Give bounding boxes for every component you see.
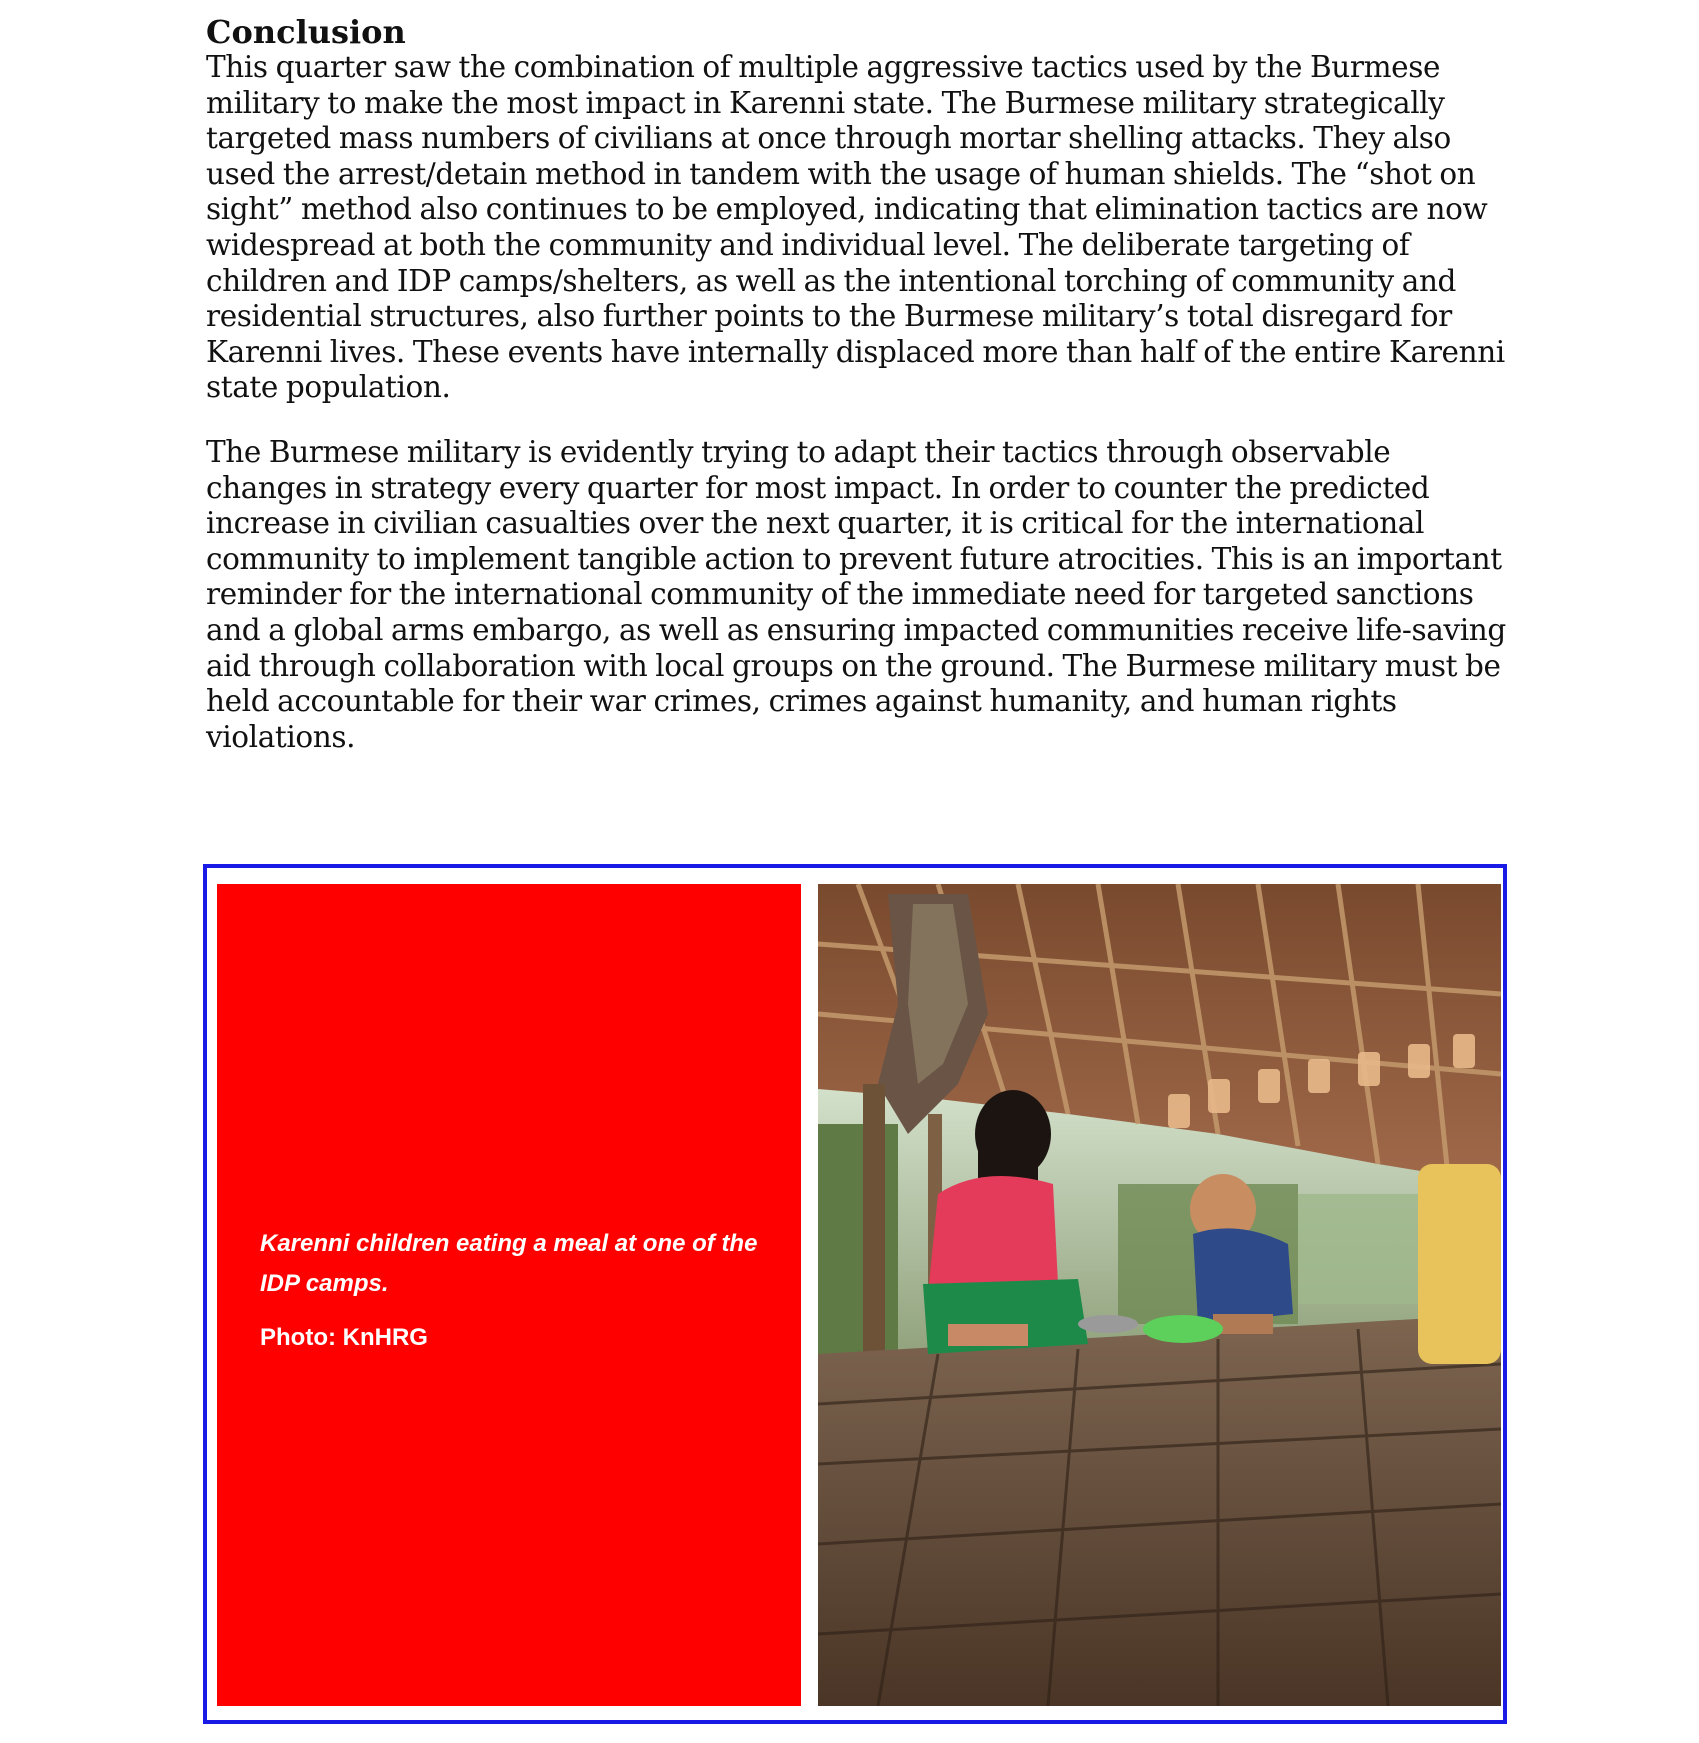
children-eating-photo xyxy=(818,884,1501,1706)
conclusion-section xyxy=(206,14,1506,755)
metal-plate xyxy=(1078,1315,1138,1333)
green-bowl xyxy=(1143,1315,1223,1343)
photo-caption: Karenni children eating a meal at one of the IDP camps. xyxy=(260,1230,758,1297)
photo-illustration xyxy=(818,884,1501,1706)
trees-right xyxy=(1298,1194,1418,1304)
caption-panel xyxy=(217,884,801,1706)
section-heading: Conclusion xyxy=(206,13,406,51)
trees-left xyxy=(818,1124,898,1384)
caption-text xyxy=(260,1224,780,1358)
yellow-container xyxy=(1418,1164,1501,1364)
paragraph-1: This quarter saw the combination of multiple aggressive tactics used by the Burmese military to make the most impact in Karenni state. The Burmese military strategically targeted mass numbers of civilians at once through mortar shelling attacks. They also used the arrest/detain method in tandem with the usage of human shields. The “shot on sight” method also continues to be employed, indicating that elimination tactics are now widespread at both the community and individual level. The deliberate targeting of children and IDP camps/shelters, as well as the intentional torching of community and residential structures, also further points to the Burmese military’s total disregard for Karenni lives. These events have internally displaced more than half of the entire Karenni state population. xyxy=(206,50,1505,405)
figure-frame xyxy=(203,864,1507,1724)
paragraph-2: The Burmese military is evidently trying to adapt their tactics through observable changes in strategy every quarter for most impact. In order to counter the predicted increase in civilian casualties over the next quarter, it is critical for the international community to implement tangible action to prevent future atrocities. This is an important reminder for the international community of the immediate need for targeted sanctions and a global arms embargo, as well as ensuring impacted communities receive life-saving aid through collaboration with local groups on the ground. The Burmese military must be held accountable for their war crimes, crimes against humanity, and human rights violations. xyxy=(206,434,1506,754)
photo-credit: Photo: KnHRG xyxy=(260,1324,428,1351)
